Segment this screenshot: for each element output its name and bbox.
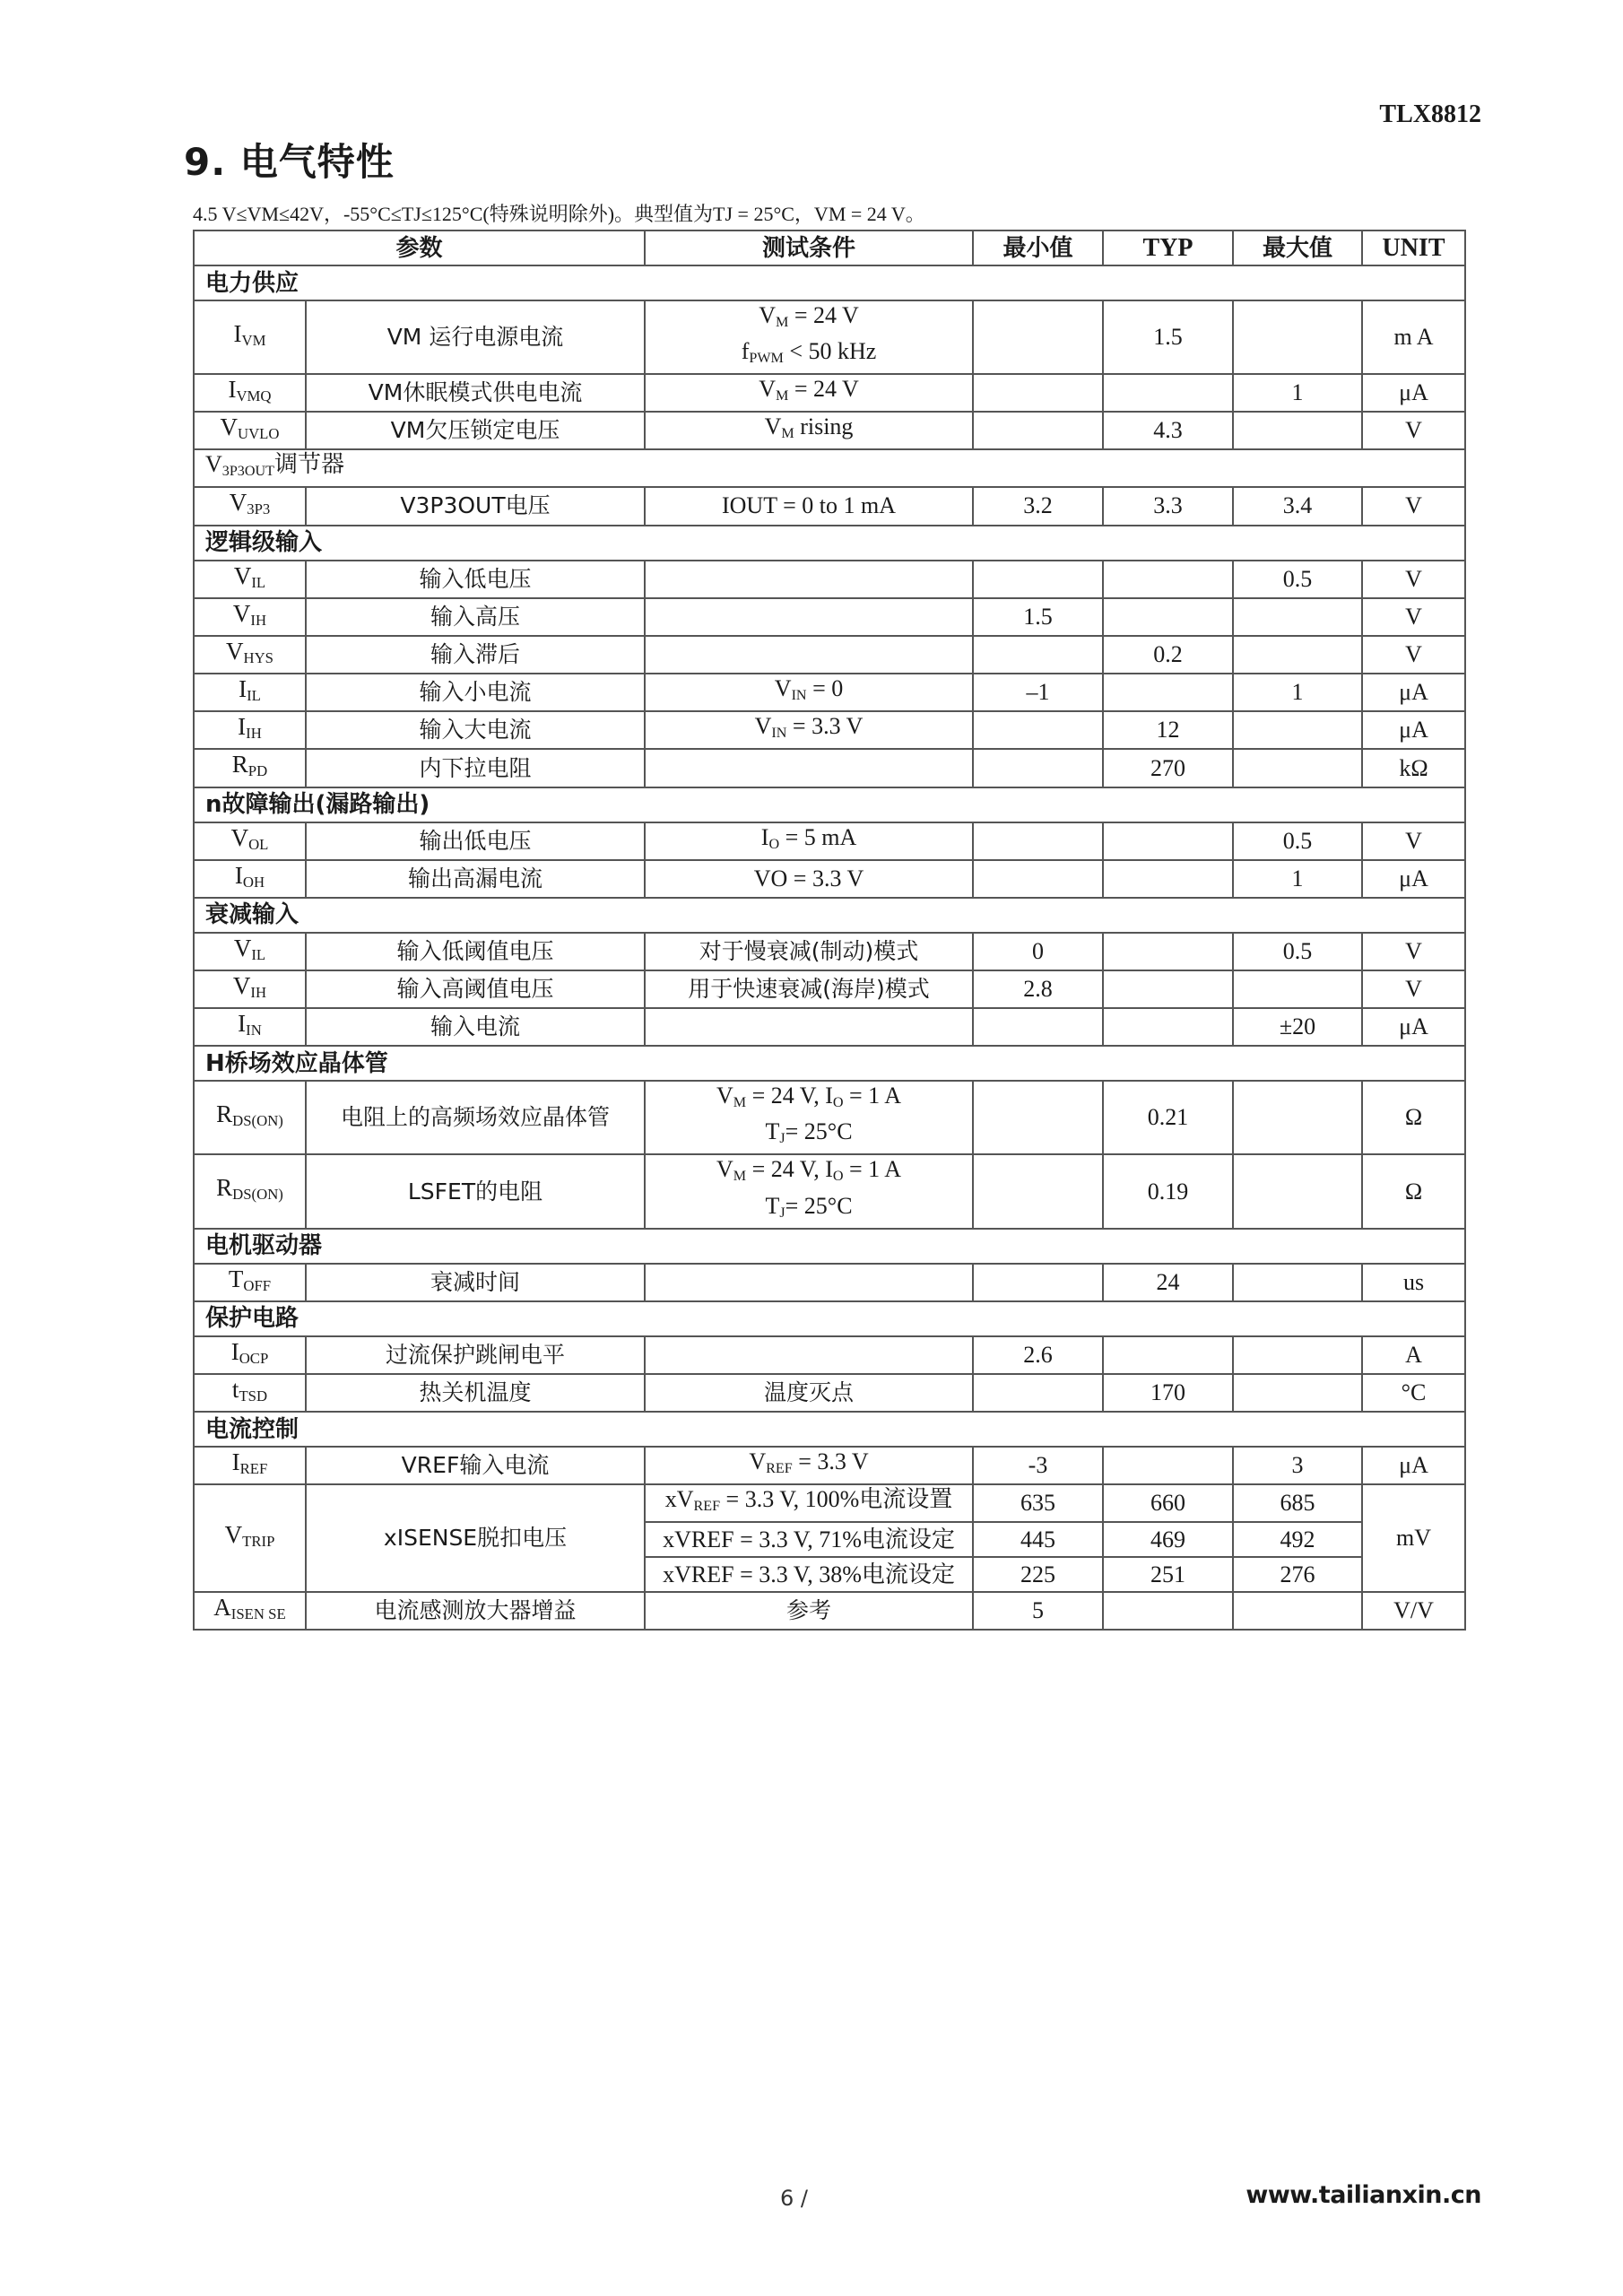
max-value: [1233, 1592, 1362, 1630]
group-row: [194, 1046, 1465, 1081]
electrical-characteristics-table: [193, 230, 1466, 1631]
parameter: 输入高压: [306, 598, 645, 636]
group-row: [194, 898, 1465, 933]
min-value: [973, 1154, 1103, 1228]
symbol: $I_{IN}$: [194, 1008, 306, 1046]
symbol: $I_{IL}$: [194, 674, 306, 711]
min-value: [973, 711, 1103, 749]
min-value: [973, 636, 1103, 674]
condition: $V_{IN} = 0$: [645, 674, 973, 711]
condition: [645, 561, 973, 598]
min-value: [973, 822, 1103, 860]
symbol: $I_{IH}$: [194, 711, 306, 749]
condition: $V_{REF} = 3.3$ V: [645, 1447, 973, 1484]
unit: °C: [1362, 1374, 1465, 1412]
typ-value: 0.21: [1103, 1081, 1233, 1154]
min-value: [973, 1374, 1103, 1412]
table-row: [194, 674, 1465, 711]
max-value: [1233, 1081, 1362, 1154]
conditions-note: 4.5 V≤VM≤42V，-55°C≤TJ≤125°C(特殊说明除外)。典型值为TJ = 25°C，VM = 24 V。: [193, 203, 925, 225]
group-decay-input: 衰减输入: [194, 898, 1465, 933]
unit: V: [1362, 970, 1465, 1008]
unit: m A: [1362, 300, 1465, 374]
min-value: 1.5: [973, 598, 1103, 636]
typ-value: 251: [1103, 1557, 1233, 1592]
max-value: [1233, 1374, 1362, 1412]
table-row: [194, 1336, 1465, 1374]
typ-value: 1.5: [1103, 300, 1233, 374]
symbol: $I_{OCP}$: [194, 1336, 306, 1374]
group-hbridge-fet: H桥场效应晶体管: [194, 1046, 1465, 1081]
typ-value: [1103, 598, 1233, 636]
typ-value: 24: [1103, 1264, 1233, 1301]
parameter: VM 运行电源电流: [306, 300, 645, 374]
group-row: [194, 265, 1465, 300]
symbol: $V_{UVLO}$: [194, 412, 306, 449]
max-value: 1: [1233, 674, 1362, 711]
condition: 参考: [645, 1592, 973, 1630]
condition: 对于慢衰减(制动)模式: [645, 933, 973, 970]
parameter: 输出低电压: [306, 822, 645, 860]
min-value: [973, 374, 1103, 412]
table-row: [194, 636, 1465, 674]
max-value: [1233, 1264, 1362, 1301]
condition: 温度灭点: [645, 1374, 973, 1412]
min-value: 635: [973, 1484, 1103, 1522]
min-value: [973, 1081, 1103, 1154]
unit: μA: [1362, 374, 1465, 412]
parameter: 输入滞后: [306, 636, 645, 674]
parameter: V3P3OUT电压: [306, 487, 645, 525]
max-value: 276: [1233, 1557, 1362, 1592]
table-row: [194, 1081, 1465, 1154]
parameter: 输入高阈值电压: [306, 970, 645, 1008]
website-link[interactable]: www.tailianxin.cn: [1245, 2181, 1481, 2209]
group-nfault-output: n故障输出(漏路输出): [194, 787, 1465, 822]
parameter: 热关机温度: [306, 1374, 645, 1412]
condition: $V_M = 24$ V $f_{PWM} < 50$ kHz: [645, 300, 973, 374]
parameter: 输入小电流: [306, 674, 645, 711]
group-logic-input: 逻辑级输入: [194, 526, 1465, 561]
group-protection: 保护电路: [194, 1301, 1465, 1336]
table-row: [194, 1154, 1465, 1228]
unit: mV: [1362, 1484, 1465, 1592]
max-value: [1233, 412, 1362, 449]
min-value: 2.6: [973, 1336, 1103, 1374]
symbol: $R_{DS(ON)}$: [194, 1154, 306, 1228]
table-header-row: [194, 230, 1465, 265]
group-row: [194, 526, 1465, 561]
symbol: $V_{IH}$: [194, 598, 306, 636]
typ-value: [1103, 1592, 1233, 1630]
unit: Ω: [1362, 1154, 1465, 1228]
table-row: [194, 487, 1465, 525]
header-max: 最大值: [1233, 230, 1362, 265]
max-value: 685: [1233, 1484, 1362, 1522]
symbol: $T_{OFF}$: [194, 1264, 306, 1301]
min-value: -3: [973, 1447, 1103, 1484]
table-row: [194, 412, 1465, 449]
condition: $I_O = 5$ mA: [645, 822, 973, 860]
parameter: 输入电流: [306, 1008, 645, 1046]
condition: [645, 749, 973, 787]
condition: $V_M = 24$ V, $I_O = 1$ A $T_J= 25^\circ C$: [645, 1081, 973, 1154]
unit: Ω: [1362, 1081, 1465, 1154]
unit: A: [1362, 1336, 1465, 1374]
max-value: [1233, 1154, 1362, 1228]
page-number: 6 /: [780, 2186, 808, 2211]
group-power: 电力供应: [194, 265, 1465, 300]
unit: V: [1362, 933, 1465, 970]
max-value: 1: [1233, 374, 1362, 412]
unit: V: [1362, 561, 1465, 598]
table-row: [194, 933, 1465, 970]
typ-value: [1103, 860, 1233, 898]
parameter: 输入低电压: [306, 561, 645, 598]
condition: $V_{IN} = 3.3$ V: [645, 711, 973, 749]
table-row: [194, 374, 1465, 412]
max-value: 1: [1233, 860, 1362, 898]
symbol: $I_{OH}$: [194, 860, 306, 898]
condition: [645, 1264, 973, 1301]
parameter: VM欠压锁定电压: [306, 412, 645, 449]
typ-value: [1103, 1447, 1233, 1484]
condition: [645, 598, 973, 636]
max-value: ±20: [1233, 1008, 1362, 1046]
condition: $V_M = 24$ V: [645, 374, 973, 412]
parameter: LSFET的电阻: [306, 1154, 645, 1228]
max-value: 0.5: [1233, 822, 1362, 860]
typ-value: 270: [1103, 749, 1233, 787]
table-row: [194, 300, 1465, 374]
unit: V: [1362, 412, 1465, 449]
group-row: [194, 1301, 1465, 1336]
min-value: [973, 412, 1103, 449]
unit: V: [1362, 636, 1465, 674]
condition: [645, 636, 973, 674]
unit: V/V: [1362, 1592, 1465, 1630]
min-value: 2.8: [973, 970, 1103, 1008]
table-row: [194, 1592, 1465, 1630]
group-current-control: 电流控制: [194, 1412, 1465, 1447]
symbol: $V_{IL}$: [194, 933, 306, 970]
typ-value: 4.3: [1103, 412, 1233, 449]
parameter: xISENSE脱扣电压: [306, 1484, 645, 1592]
typ-value: 12: [1103, 711, 1233, 749]
min-value: [973, 860, 1103, 898]
typ-value: [1103, 561, 1233, 598]
unit: μA: [1362, 1008, 1465, 1046]
typ-value: 170: [1103, 1374, 1233, 1412]
typ-value: [1103, 374, 1233, 412]
table-row: [194, 1008, 1465, 1046]
condition: VO = 3.3 V: [645, 860, 973, 898]
header-param: 参数: [194, 230, 645, 265]
table-row: [194, 822, 1465, 860]
unit: us: [1362, 1264, 1465, 1301]
condition: [645, 1008, 973, 1046]
typ-value: [1103, 822, 1233, 860]
table-row: [194, 1374, 1465, 1412]
parameter: VM休眠模式供电电流: [306, 374, 645, 412]
header-min: 最小值: [973, 230, 1103, 265]
parameter: VREF输入电流: [306, 1447, 645, 1484]
parameter: 内下拉电阻: [306, 749, 645, 787]
symbol: $A_{ISEN SE}$: [194, 1592, 306, 1630]
min-value: –1: [973, 674, 1103, 711]
symbol: $V_{IH}$: [194, 970, 306, 1008]
table-row: [194, 711, 1465, 749]
min-value: [973, 1008, 1103, 1046]
min-value: 3.2: [973, 487, 1103, 525]
condition: xVREF = 3.3 V, 38%电流设定: [645, 1557, 973, 1592]
typ-value: 660: [1103, 1484, 1233, 1522]
typ-value: [1103, 970, 1233, 1008]
min-value: 225: [973, 1557, 1103, 1592]
symbol: $V_{3P3}$: [194, 487, 306, 525]
condition: $V_M$ rising: [645, 412, 973, 449]
symbol: $R_{DS(ON)}$: [194, 1081, 306, 1154]
parameter: 输入大电流: [306, 711, 645, 749]
table-row: [194, 1447, 1465, 1484]
typ-value: 469: [1103, 1522, 1233, 1557]
min-value: [973, 749, 1103, 787]
max-value: [1233, 970, 1362, 1008]
typ-value: [1103, 933, 1233, 970]
max-value: 3.4: [1233, 487, 1362, 525]
symbol: $I_{VMQ}$: [194, 374, 306, 412]
condition: $xV_{REF} = 3.3$ V, 100%电流设置: [645, 1484, 973, 1522]
header-typ: TYP: [1103, 230, 1233, 265]
document-id: TLX8812: [1379, 100, 1481, 128]
group-row: [194, 1412, 1465, 1447]
symbol: $t_{TSD}$: [194, 1374, 306, 1412]
parameter: 输出高漏电流: [306, 860, 645, 898]
parameter: 电阻上的高频场效应晶体管: [306, 1081, 645, 1154]
parameter: 输入低阈值电压: [306, 933, 645, 970]
table-row: [194, 561, 1465, 598]
typ-value: [1103, 674, 1233, 711]
typ-value: 0.2: [1103, 636, 1233, 674]
parameter: 电流感测放大器增益: [306, 1592, 645, 1630]
min-value: 0: [973, 933, 1103, 970]
symbol: $V_{IL}$: [194, 561, 306, 598]
max-value: [1233, 598, 1362, 636]
min-value: 5: [973, 1592, 1103, 1630]
group-motor-driver: 电机驱动器: [194, 1229, 1465, 1264]
header-cond: 测试条件: [645, 230, 973, 265]
unit: μA: [1362, 860, 1465, 898]
symbol: $V_{TRIP}$: [194, 1484, 306, 1592]
symbol: $I_{VM}$: [194, 300, 306, 374]
typ-value: 0.19: [1103, 1154, 1233, 1228]
unit: μA: [1362, 674, 1465, 711]
max-value: 0.5: [1233, 933, 1362, 970]
parameter: 衰减时间: [306, 1264, 645, 1301]
group-row: [194, 787, 1465, 822]
min-value: 445: [973, 1522, 1103, 1557]
table-row: [194, 970, 1465, 1008]
parameter: 过流保护跳闸电平: [306, 1336, 645, 1374]
max-value: 3: [1233, 1447, 1362, 1484]
condition: $V_M = 24$ V, $I_O = 1$ A $T_J= 25^\circ C$: [645, 1154, 973, 1228]
table-row: [194, 749, 1465, 787]
symbol: $R_{PD}$: [194, 749, 306, 787]
section-title: 9. 电气特性: [184, 140, 395, 184]
table-row: [194, 1484, 1465, 1522]
condition: xVREF = 3.3 V, 71%电流设定: [645, 1522, 973, 1557]
symbol: $V_{HYS}$: [194, 636, 306, 674]
typ-value: [1103, 1336, 1233, 1374]
unit: V: [1362, 598, 1465, 636]
max-value: 492: [1233, 1522, 1362, 1557]
max-value: [1233, 300, 1362, 374]
typ-value: 3.3: [1103, 487, 1233, 525]
typ-value: [1103, 1008, 1233, 1046]
table-row: [194, 598, 1465, 636]
table-row: [194, 1264, 1465, 1301]
min-value: [973, 300, 1103, 374]
group-v3p3-regulator: $V_{3P3OUT}$调节器: [194, 449, 1465, 487]
max-value: [1233, 1336, 1362, 1374]
condition: [645, 1336, 973, 1374]
symbol: $I_{REF}$: [194, 1447, 306, 1484]
table-row: [194, 860, 1465, 898]
unit: μA: [1362, 711, 1465, 749]
unit: kΩ: [1362, 749, 1465, 787]
max-value: [1233, 749, 1362, 787]
unit: V: [1362, 487, 1465, 525]
unit: V: [1362, 822, 1465, 860]
condition: IOUT = 0 to 1 mA: [645, 487, 973, 525]
min-value: [973, 1264, 1103, 1301]
condition: 用于快速衰减(海岸)模式: [645, 970, 973, 1008]
max-value: [1233, 636, 1362, 674]
group-row: [194, 1229, 1465, 1264]
max-value: [1233, 711, 1362, 749]
header-unit: UNIT: [1362, 230, 1465, 265]
max-value: 0.5: [1233, 561, 1362, 598]
group-row: [194, 449, 1465, 487]
symbol: $V_{OL}$: [194, 822, 306, 860]
min-value: [973, 561, 1103, 598]
unit: μA: [1362, 1447, 1465, 1484]
